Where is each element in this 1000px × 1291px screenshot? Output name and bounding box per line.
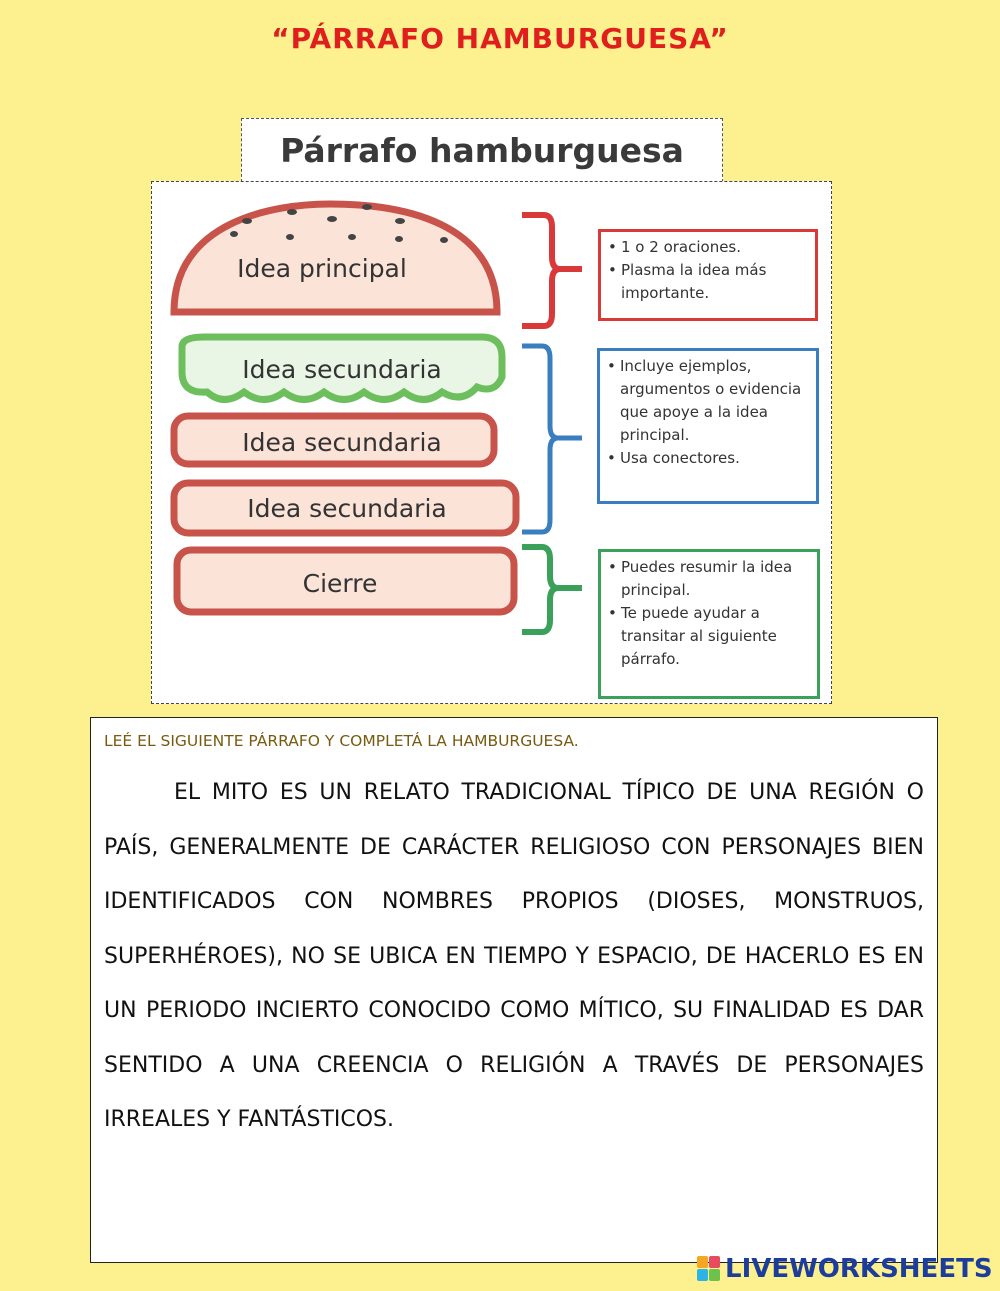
sesame-seed [362, 204, 372, 210]
note-item: • Puedes resumir la idea principal. [621, 556, 811, 602]
sesame-seed [395, 218, 405, 224]
note-secondary-ideas [597, 348, 819, 504]
green-bracket [522, 547, 582, 632]
exercise-box [90, 717, 938, 1263]
note-main-idea [598, 229, 818, 321]
note-item: • Plasma la idea más importante. [621, 259, 809, 305]
sesame-seed [395, 236, 403, 242]
red-bracket [522, 215, 582, 326]
diagram-title: Párrafo hamburguesa [241, 118, 723, 182]
note-item: • 1 o 2 oraciones. [621, 236, 809, 259]
patty-1-label: Idea secundaria [242, 428, 442, 457]
note-item: • Usa conectores. [620, 447, 810, 470]
sesame-seed [242, 218, 252, 224]
sesame-seed [286, 234, 294, 240]
bottom-bun-label: Cierre [302, 569, 378, 598]
liveworksheets-logo[interactable] [697, 1253, 993, 1285]
note-item: • Te puede ayudar a transitar al siguiente párrafo. [621, 602, 811, 671]
patty-2-label: Idea secundaria [247, 494, 447, 523]
sesame-seed [230, 231, 238, 237]
sesame-seed [348, 234, 356, 240]
note-closing [598, 549, 820, 699]
note-item: • Incluye ejemplos, argumentos o evidencia que apoye a la idea principal. [620, 355, 810, 447]
exercise-paragraph: EL MITO ES UN RELATO TRADICIONAL TÍPICO DE UNA REGIÓN O PAÍS, GENERALMENTE DE CARÁCTER RELIGIOSO CON PERSONAJES BIEN IDENTIFICADOS CON NOMBRES PROPIOS (DIOSES, MONSTRUOS, SUPERHÉROES), NO SE UBICA EN TIEMPO Y ESPACIO, DE HACERLO ES EN UN PERIODO INCIERTO CONOCIDO COMO MÍTICO, SU FINALIDAD ES DAR SENTIDO A UNA CREENCIA O RELIGIÓN A TRAVÉS DE PERSONAJES IRREALES Y FANTÁSTICOS. [104, 780, 924, 1132]
sesame-seed [287, 209, 297, 215]
sesame-seed [440, 237, 448, 243]
brand-name: LIVEWORKSHEETS [725, 1254, 993, 1284]
exercise-instruction: LEÉ EL SIGUIENTE PÁRRAFO Y COMPLETÁ LA HAMBURGUESA. [104, 732, 579, 750]
top-bun-label: Idea principal [237, 254, 407, 283]
sesame-seed [327, 216, 337, 222]
liveworksheets-icon [697, 1256, 721, 1282]
lettuce-label: Idea secundaria [242, 355, 442, 384]
blue-bracket [522, 346, 582, 532]
page-title: “PÁRRAFO HAMBURGUESA” [271, 22, 729, 55]
burger-diagram [151, 181, 832, 704]
